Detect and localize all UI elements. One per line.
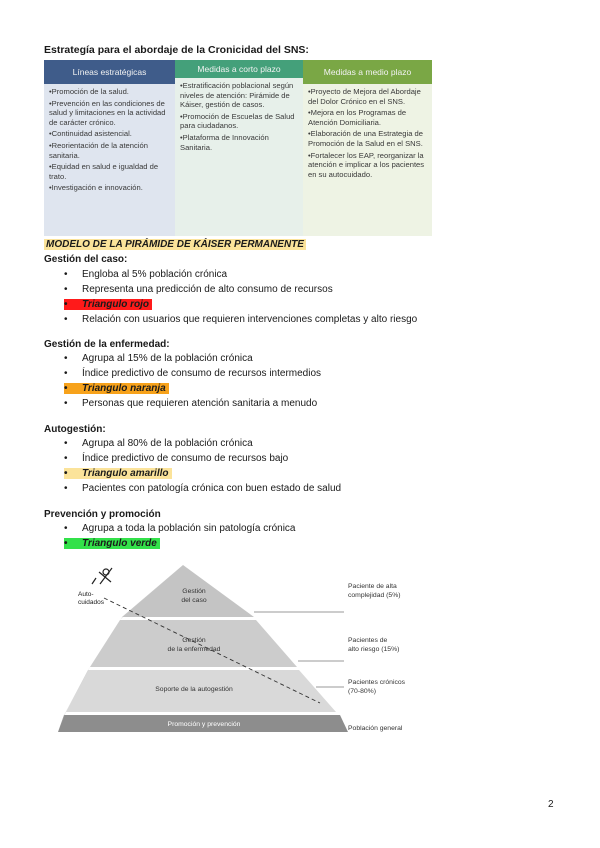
table-item: • Promoción de la salud.: [49, 87, 171, 97]
model-heading: MODELO DE LA PIRÁMIDE DE KÁISER PERMANENTE: [46, 239, 304, 250]
list-item: • Triangulo verde: [64, 536, 295, 551]
list-item: • Índice predictivo de consumo de recursos bajo: [64, 453, 289, 464]
right-label-case: Paciente de alta complejidad (5%): [348, 583, 401, 599]
column-header: Medidas a corto plazo: [175, 60, 303, 78]
table-item: • Mejora en los Programas de Atención Domiciliaria.: [308, 108, 428, 127]
level-label-disease: Gestión de la enfermedad: [167, 637, 221, 653]
table-item: • Fortalecer los EAP, reorganizar la atención e implicar a los pacientes en su autocuidado.: [308, 151, 428, 180]
strategy-table: [44, 60, 432, 236]
strategy-column-medium-term: [303, 60, 432, 236]
table-item: • Plataforma de Innovación Sanitaria.: [180, 133, 299, 152]
list-item: • Representa una predicción de alto consumo de recursos: [64, 284, 333, 295]
table-item: • Elaboración de una Estrategia de Promoción de la Salud en el SNS.: [308, 129, 428, 148]
right-label-chronic: Pacientes crónicos (70-80%): [348, 679, 406, 695]
list-item: • Agrupa a toda la población sin patología crónica: [64, 523, 296, 534]
column-header: Medidas a medio plazo: [303, 60, 432, 84]
kaiser-pyramid-figure: [44, 560, 421, 750]
section-title: Prevención y promoción: [44, 509, 161, 520]
right-label-disease: Pacientes de alto riesgo (15%): [348, 637, 400, 653]
self-care-icon: [92, 568, 112, 584]
level-label-case: Gestión del caso: [181, 588, 207, 604]
level-label-selfmanagement: Soporte de la autogestión: [155, 686, 233, 693]
list-item: • Engloba al 5% población crónica: [64, 269, 228, 280]
table-item: • Investigación e innovación.: [49, 183, 171, 193]
bullet-list: [64, 351, 321, 411]
table-item: • Continuidad asistencial.: [49, 129, 171, 139]
section-title: Gestión de la enfermedad:: [44, 339, 170, 350]
column-header: Líneas estratégicas: [44, 60, 175, 84]
list-item: • Personas que requieren atención sanitaria a menudo: [64, 398, 318, 409]
bullet-list: [64, 436, 341, 496]
bullet-list: [64, 267, 417, 327]
level-label-promotion: Promoción y prevención: [167, 721, 241, 728]
page-number: 2: [548, 799, 554, 810]
right-label-general: Población general: [348, 725, 403, 732]
list-item: • Agrupa al 15% de la población crónica: [64, 353, 253, 364]
list-item: • Triangulo rojo: [64, 297, 417, 312]
strategy-column-lines: [44, 60, 175, 236]
strategy-column-short-term: [175, 60, 303, 236]
list-item: • Triangulo naranja: [64, 381, 321, 396]
document-title: Estrategía para el abordaje de la Cronicidad del SNS:: [44, 44, 309, 56]
list-item: • Índice predictivo de consumo de recursos intermedios: [64, 368, 322, 379]
table-item: • Promoción de Escuelas de Salud para ciudadanos.: [180, 112, 299, 131]
table-item: • Reorientación de la atención sanitaria.: [49, 141, 171, 160]
list-item: • Triangulo amarillo: [64, 466, 341, 481]
list-item: • Agrupa al 80% de la población crónica: [64, 438, 253, 449]
table-item: • Prevención en las condiciones de salud y limitaciones en la actividad de carácter crónico.: [49, 99, 171, 128]
table-item: • Equidad en salud e igualdad de trato.: [49, 162, 171, 181]
table-item: • Proyecto de Mejora del Abordaje del Dolor Crónico en el SNS.: [308, 87, 428, 106]
self-care-label: Auto- cuidados: [78, 591, 105, 606]
section-title: Autogestión:: [44, 424, 106, 435]
list-item: • Pacientes con patología crónica con buen estado de salud: [64, 483, 342, 494]
list-item: • Relación con usuarios que requieren intervenciones completas y alto riesgo: [64, 314, 418, 325]
bullet-list: [64, 521, 295, 551]
section-title: Gestión del caso:: [44, 254, 128, 265]
table-item: • Estratificación poblacional según niveles de atención: Pirámide de Káiser, gestión de casos.: [180, 81, 299, 110]
